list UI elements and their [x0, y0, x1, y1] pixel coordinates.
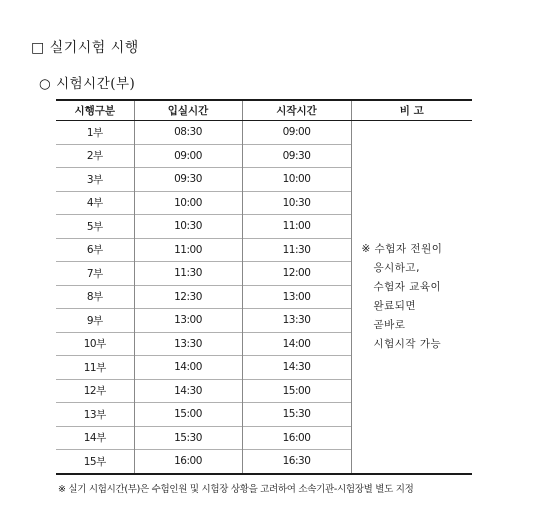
entry-time-cell: 09:00: [134, 144, 242, 168]
session-cell: 6부: [56, 238, 134, 262]
remarks-text: 응시하고,: [373, 261, 420, 274]
session-cell: 10부: [56, 332, 134, 356]
entry-time-cell: 12:30: [134, 285, 242, 309]
entry-time-cell: 15:00: [134, 403, 242, 427]
session-cell: 4부: [56, 191, 134, 215]
remarks-line: [362, 297, 473, 316]
start-time-cell: 14:30: [242, 356, 351, 380]
subsection-title: 시험시간(부): [56, 76, 136, 92]
start-time-cell: 10:30: [242, 191, 351, 215]
exam-schedule-table: [56, 99, 472, 475]
entry-time-cell: 10:30: [134, 215, 242, 239]
entry-time-cell: 14:30: [134, 379, 242, 403]
remarks-line: [362, 259, 473, 278]
subsection-heading: [39, 72, 135, 92]
start-time-cell: 11:30: [242, 238, 351, 262]
start-time-cell: 13:00: [242, 285, 351, 309]
entry-time-cell: 08:30: [134, 121, 242, 145]
entry-time-cell: 11:30: [134, 262, 242, 286]
header-remarks: 비 고: [351, 100, 472, 121]
header-start-time: 시작시간: [242, 100, 351, 121]
footnote: ※ 실기 시험시간(부)은 수험인원 및 시험장 상황을 고려하여 소속기관-시험장별 별도 지정: [58, 484, 414, 495]
table-row: [56, 121, 472, 145]
entry-time-cell: 15:30: [134, 426, 242, 450]
remarks-line: [362, 240, 473, 259]
start-time-cell: 09:30: [242, 144, 351, 168]
session-cell: 11부: [56, 356, 134, 380]
start-time-cell: 16:00: [242, 426, 351, 450]
session-cell: 14부: [56, 426, 134, 450]
entry-time-cell: 13:30: [134, 332, 242, 356]
circle-bullet-marker: ○: [39, 76, 52, 92]
start-time-cell: 09:00: [242, 121, 351, 145]
table-header-row: [56, 100, 472, 121]
start-time-cell: 10:00: [242, 168, 351, 192]
entry-time-cell: 13:00: [134, 309, 242, 333]
section-title: 실기시험 시행: [49, 40, 139, 56]
remarks-text: 곧바로: [373, 318, 406, 331]
session-cell: 5부: [56, 215, 134, 239]
start-time-cell: 12:00: [242, 262, 351, 286]
entry-time-cell: 11:00: [134, 238, 242, 262]
session-cell: 12부: [56, 379, 134, 403]
session-cell: 3부: [56, 168, 134, 192]
checkbox-square-marker: □: [31, 40, 45, 56]
remarks-cell: [351, 121, 472, 474]
remarks-text: 완료되면: [373, 299, 417, 312]
entry-time-cell: 10:00: [134, 191, 242, 215]
session-cell: 7부: [56, 262, 134, 286]
start-time-cell: 14:00: [242, 332, 351, 356]
remarks-line: [362, 335, 473, 354]
section-heading: [31, 37, 139, 57]
session-cell: 2부: [56, 144, 134, 168]
start-time-cell: 13:30: [242, 309, 351, 333]
entry-time-cell: 14:00: [134, 356, 242, 380]
session-cell: 8부: [56, 285, 134, 309]
remarks-line: [362, 278, 473, 297]
header-session: 시행구분: [56, 100, 134, 121]
entry-time-cell: 09:30: [134, 168, 242, 192]
remarks-text: 시험시작 가능: [373, 337, 442, 350]
session-cell: 15부: [56, 450, 134, 474]
start-time-cell: 15:00: [242, 379, 351, 403]
session-cell: 9부: [56, 309, 134, 333]
start-time-cell: 15:30: [242, 403, 351, 427]
entry-time-cell: 16:00: [134, 450, 242, 474]
session-cell: 13부: [56, 403, 134, 427]
start-time-cell: 16:30: [242, 450, 351, 474]
header-entry-time: 입실시간: [134, 100, 242, 121]
start-time-cell: 11:00: [242, 215, 351, 239]
remarks-text: 수험자 교육이: [373, 280, 442, 293]
session-cell: 1부: [86, 126, 103, 139]
table-body: [56, 121, 472, 474]
reference-mark: ※: [361, 242, 371, 255]
remarks-text: 수험자 전원이: [374, 242, 443, 255]
remarks-line: [362, 316, 473, 335]
